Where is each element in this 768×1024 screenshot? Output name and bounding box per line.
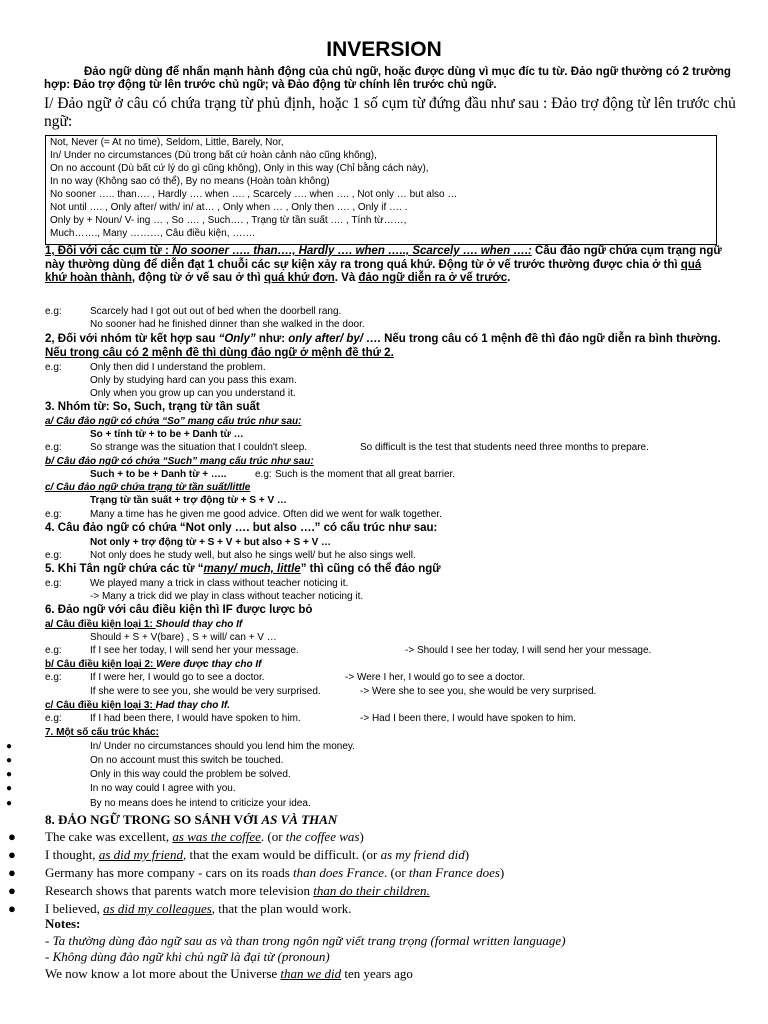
s8-part: the coffee was xyxy=(285,829,360,844)
s6c-part: c/ Câu điều kiện loại 3: xyxy=(45,700,156,711)
s8-part: Germany has more company - cars on its roads xyxy=(45,865,294,880)
s8-part: than do their children. xyxy=(313,883,430,898)
bullet-icon: ● xyxy=(6,783,13,794)
s8-part: as did my colleagues xyxy=(103,901,212,916)
list-item: In no way could I agree with you. xyxy=(90,783,236,794)
s8-part: Research shows that parents watch more television xyxy=(45,883,314,898)
list-item xyxy=(45,883,430,899)
s3b-formula: Such + to be + Danh từ + ….. xyxy=(90,469,227,480)
bullet-icon: ● xyxy=(8,847,16,862)
s5-part: ” thì cũng có thể đảo ngữ xyxy=(300,563,441,575)
box-line: No sooner ….. than…. , Hardly …. when …. , Scarcely …. when …. , Not only … but also … xyxy=(50,189,458,200)
example-sentence: Not only does he study well, but also he sings well/ but he also sings well. xyxy=(90,550,416,561)
section-3-heading: 3. Nhóm từ: So, Such, trạng từ tần suất xyxy=(45,401,260,413)
eg-label: e.g: xyxy=(45,713,62,724)
s2-part: 2, Đối với nhóm từ kết hợp sau xyxy=(45,333,219,345)
s1-part: Câu đảo ngữ chứa cụm trạng ngữ này thường dùng để diễn đạt 1 chuỗi các sự kiện xảy ra trong quá khứ. Động từ ở vế trước thường được chia ở thì xyxy=(45,245,722,271)
bullet-icon: ● xyxy=(6,769,13,780)
note-line: - Không dùng đảo ngữ khi chủ ngữ là đại từ (pronoun) xyxy=(45,949,330,964)
example-sentence: -> Were she to see you, she would be very surprised. xyxy=(360,686,597,697)
example-sentence: Only when you grow up can you understand it. xyxy=(90,388,296,399)
s1-part: đảo ngữ diễn ra ở vế trước xyxy=(358,272,508,284)
example-sentence: So difficult is the test that students need three months to prepare. xyxy=(360,442,649,453)
page-title: INVERSION xyxy=(326,38,442,61)
s1-part: 1, Đối với các cụm từ : xyxy=(45,245,173,257)
s8-part: , that the exam would be difficult. (or xyxy=(182,847,381,862)
final-part: We now know a lot more about the Universe xyxy=(45,966,281,981)
s8-part: as my friend did xyxy=(380,847,465,862)
s8-part: as did my friend xyxy=(98,847,183,862)
box-line: On no account (Dù bất cứ lý do gì cũng không), Only in this way (Chỉ bằng cách này), xyxy=(50,163,429,174)
eg-label: e.g: xyxy=(45,578,62,589)
section-6-heading: 6. Đảo ngữ với câu điều kiện thì IF được lược bỏ xyxy=(45,604,313,616)
example-sentence: No sooner had he finished dinner than she walked in the door. xyxy=(90,319,365,330)
final-example xyxy=(45,966,413,982)
example-sentence: Many a time has he given me good advice. Often did we went for walk together. xyxy=(90,509,442,520)
eg-label: e.g: xyxy=(45,550,62,561)
s8-part: AS VÀ THAN xyxy=(261,812,338,827)
s6a-heading xyxy=(45,619,242,630)
eg-label: e.g: xyxy=(45,306,62,317)
s8-part: . (or xyxy=(384,865,409,880)
s1-part: , động từ ở vế sau ở thì xyxy=(131,272,264,284)
s2-part: “Only” xyxy=(218,333,256,345)
s8-part: ) xyxy=(499,865,505,880)
bullet-icon: ● xyxy=(6,755,13,766)
example-sentence: Only by studying hard can you pass this exam. xyxy=(90,375,297,386)
s8-part: as was the coffee xyxy=(172,829,261,844)
final-part: than we did xyxy=(280,966,342,981)
s6a-part: Should thay cho If xyxy=(155,619,243,630)
list-item xyxy=(45,829,364,845)
s8-part: I thought, xyxy=(45,847,99,862)
s8-part: , that the plan would work. xyxy=(211,901,352,916)
s3c-formula: Trạng từ tần suất + trợ động từ + S + V … xyxy=(90,495,287,506)
list-item xyxy=(45,847,469,863)
s1-part: . xyxy=(507,272,511,284)
box-line: Not until …. , Only after/ with/ in/ at… , Only when … , Only then …. , Only if …. . xyxy=(50,202,408,213)
section-4-heading: 4. Câu đảo ngữ có chứa “Not only …. but also ….” có cấu trúc như sau: xyxy=(45,522,438,534)
s1-part: No sooner ….. than…., Hardly …. when ….., Scarcely …. when ….: xyxy=(172,245,532,257)
s8-part: than does France xyxy=(293,865,384,880)
bullet-icon: ● xyxy=(8,865,16,880)
s3a-formula: So + tính từ + to be + Danh từ … xyxy=(90,429,244,440)
section-8-heading xyxy=(45,812,337,828)
s6c-part: Had thay cho If. xyxy=(155,700,231,711)
section-2-rule xyxy=(45,332,725,360)
example-sentence: Scarcely had I got out out of bed when the doorbell rang. xyxy=(90,306,342,317)
s8-part: I believed, xyxy=(45,901,104,916)
eg-label: e.g: xyxy=(45,672,62,683)
s3c-heading: c/ Câu đảo ngữ chứa trạng từ tần suất/little xyxy=(45,482,251,493)
example-sentence: -> Were I her, I would go to see a doctor. xyxy=(345,672,526,683)
eg-label: e.g: xyxy=(45,645,62,656)
example-sentence: If I had been there, I would have spoken to him. xyxy=(90,713,301,724)
box-line: Only by + Noun/ V- ing … , So …. , Such…. , Trạng từ tần suất …. , Tính từ……, xyxy=(50,215,407,226)
example-sentence: Only then did I understand the problem. xyxy=(90,362,266,373)
final-part: ten years ago xyxy=(341,966,413,981)
s5-part: many/ much, little xyxy=(203,563,301,575)
list-item xyxy=(45,901,352,917)
eg-label: e.g: xyxy=(45,362,62,373)
list-item: By no means does he intend to criticize your idea. xyxy=(90,798,311,809)
adverb-list-box xyxy=(45,135,717,245)
example-sentence: -> Should I see her today, I will send her your message. xyxy=(405,645,652,656)
bullet-icon: ● xyxy=(8,829,16,844)
section-5-heading xyxy=(45,563,441,575)
example-sentence: We played many a trick in class without teacher noticing it. xyxy=(90,578,349,589)
section-1-heading: I/ Đảo ngữ ở câu có chứa trạng từ phủ định, hoặc 1 số cụm từ đứng đầu như sau : Đảo trợ động từ lên trước chủ ngữ: xyxy=(44,95,736,130)
section-7-heading: 7. Một số cấu trúc khác: xyxy=(45,727,159,738)
s8-part: ) xyxy=(359,829,364,844)
s6b-heading xyxy=(45,659,262,670)
s8-part: 8. ĐẢO NGỮ TRONG SO SÁNH VỚI xyxy=(45,812,262,827)
eg-label: e.g: xyxy=(45,442,62,453)
list-item: Only in this way could the problem be solved. xyxy=(90,769,291,780)
s8-part: than France does xyxy=(408,865,500,880)
s2-part: only after/ by/ …. xyxy=(288,333,381,345)
box-line: Much……., Many ………, Câu điều kiện, ……. xyxy=(50,228,256,239)
s6b-part: Were được thay cho If xyxy=(156,659,262,670)
example-sentence: If I see her today, I will send her your message. xyxy=(90,645,299,656)
note-line: - Ta thường dùng đảo ngữ sau as và than trong ngôn ngữ viết trang trọng (formal written language) xyxy=(45,933,566,948)
list-item xyxy=(45,865,504,881)
example-sentence: Such is the moment that all great barrier. xyxy=(275,469,456,480)
s3b-heading: b/ Câu đảo ngữ có chứa “Such” mang cấu trúc như sau: xyxy=(45,456,314,467)
list-item: In/ Under no circumstances should you lend him the money. xyxy=(90,741,355,752)
s6a-part: a/ Câu điều kiện loại 1: xyxy=(45,619,156,630)
eg-label: e.g: xyxy=(45,509,62,520)
s1-part: quá khứ hoàn thành xyxy=(45,258,702,284)
s2-part: như: xyxy=(255,333,289,345)
notes-heading: Notes: xyxy=(45,916,81,931)
section-1-rule xyxy=(45,245,725,286)
list-item: On no account must this switch be touched. xyxy=(90,755,284,766)
eg-label: e.g: xyxy=(255,469,272,480)
s2-part: Nếu trong câu có 2 mệnh đề thì dùng đảo ngữ ở mệnh đề thứ 2. xyxy=(45,347,394,359)
example-sentence: If I were her, I would go to see a doctor. xyxy=(90,672,265,683)
example-sentence: -> Many a trick did we play in class without teacher noticing it. xyxy=(90,591,364,602)
s8-part: ) xyxy=(464,847,470,862)
box-line: In/ Under no circumstances (Dù trong bất cứ hoàn cảnh nào cũng không), xyxy=(50,150,377,161)
bullet-icon: ● xyxy=(6,798,13,809)
s8-part: . (or xyxy=(260,829,286,844)
s3a-heading: a/ Câu đảo ngữ có chứa “So” mang cấu trúc như sau: xyxy=(45,416,302,427)
s6c-heading xyxy=(45,700,230,711)
bullet-icon: ● xyxy=(8,883,16,898)
s1-part: quá khứ đơn xyxy=(263,272,335,284)
example-sentence: So strange was the situation that I couldn't sleep. xyxy=(90,442,308,453)
s6b-part: b/ Câu điều kiện loại 2: xyxy=(45,659,157,670)
box-line: In no way (Không sao có thể), By no means (Hoàn toàn không) xyxy=(50,176,330,187)
example-sentence: -> Had I been there, I would have spoken to him. xyxy=(360,713,576,724)
intro-paragraph: Đảo ngữ dùng để nhấn mạnh hành động của chủ ngữ, hoặc được dùng vì mục đíc tu từ. Đảo ngữ thường có 2 trường hợp: Đảo trợ động từ lên trước chủ ngữ; và Đảo động từ chính lên trước chủ ngữ. xyxy=(44,66,731,91)
s5-part: 5. Khi Tân ngữ chứa các từ “ xyxy=(45,563,204,575)
bullet-icon: ● xyxy=(6,741,13,752)
s2-part: Nếu trong câu có 1 mệnh đề thì đảo ngữ diễn ra bình thường. xyxy=(380,333,721,345)
s4-formula: Not only + trợ động từ + S + V + but also + S + V … xyxy=(90,537,332,548)
s8-part: The cake was excellent, xyxy=(45,829,173,844)
s1-part: . Và xyxy=(334,272,359,284)
box-line: Not, Never (= At no time), Seldom, Little, Barely, Nor, xyxy=(50,137,284,148)
example-sentence: If she were to see you, she would be very surprised. xyxy=(90,686,321,697)
bullet-icon: ● xyxy=(8,901,16,916)
s6a-formula: Should + S + V(bare) , S + will/ can + V … xyxy=(90,632,277,643)
